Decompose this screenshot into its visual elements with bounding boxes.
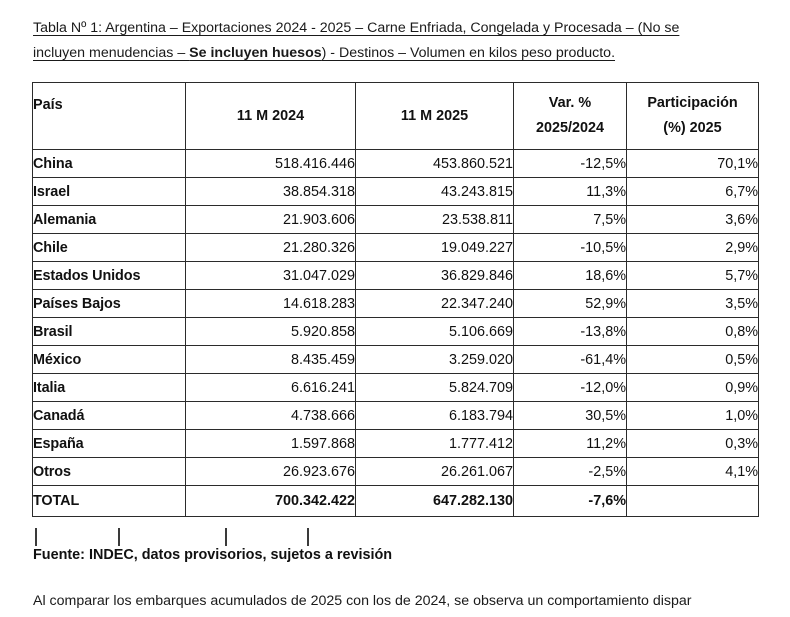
exports-table-container — [32, 82, 758, 517]
cell-2025: 36.829.846 — [356, 262, 514, 290]
cell-participation: 0,9% — [627, 374, 759, 402]
column-header-variation-line2: 2025/2024 — [535, 120, 605, 136]
cell-2024: 21.903.606 — [186, 206, 356, 234]
table-row — [33, 234, 759, 262]
cell-country: Brasil — [33, 318, 186, 346]
table-row — [33, 262, 759, 290]
cell-total-participation — [627, 486, 759, 517]
cell-country: Alemania — [33, 206, 186, 234]
cell-2024: 8.435.459 — [186, 346, 356, 374]
cell-2025: 19.049.227 — [356, 234, 514, 262]
cell-country: Chile — [33, 234, 186, 262]
table-caption-line-2-part-a: incluyen menudencias – — [33, 45, 190, 61]
table-caption-line-2-text — [33, 45, 615, 61]
cell-country: Países Bajos — [33, 290, 186, 318]
table-row — [33, 290, 759, 318]
table-bottom-tick-marks — [0, 528, 790, 546]
table-body — [33, 150, 759, 517]
cell-variation: -10,5% — [514, 234, 627, 262]
cell-2024: 21.280.326 — [186, 234, 356, 262]
table-caption-line-1 — [33, 16, 761, 41]
table-caption-line-2-part-b: ) - Destinos – Volumen en kilos peso producto. — [321, 45, 616, 61]
table-header-row — [33, 83, 759, 150]
cell-country: Otros — [33, 458, 186, 486]
column-header-2025: 11 M 2025 — [356, 83, 514, 150]
cell-variation: -13,8% — [514, 318, 627, 346]
cell-participation: 70,1% — [627, 150, 759, 178]
table-row — [33, 402, 759, 430]
table-caption — [33, 16, 761, 66]
body-paragraph: Al comparar los embarques acumulados de 2025 con los de 2024, se observa un comportamiento dispar — [33, 593, 692, 609]
tick-mark-2 — [118, 528, 120, 546]
cell-2024: 38.854.318 — [186, 178, 356, 206]
table-caption-line-1-text: Tabla Nº 1: Argentina – Exportaciones 2024 - 2025 – Carne Enfriada, Congelada y Procesada – (No se — [33, 20, 680, 36]
tick-mark-3 — [225, 528, 227, 546]
cell-2024: 31.047.029 — [186, 262, 356, 290]
cell-2024: 6.616.241 — [186, 374, 356, 402]
cell-2024: 518.416.446 — [186, 150, 356, 178]
cell-participation: 0,3% — [627, 430, 759, 458]
cell-variation: -61,4% — [514, 346, 627, 374]
table-total-row — [33, 486, 759, 517]
table-caption-line-2 — [33, 41, 761, 66]
cell-participation: 6,7% — [627, 178, 759, 206]
cell-2024: 1.597.868 — [186, 430, 356, 458]
column-header-variation-line1: Var. % — [548, 95, 592, 111]
cell-variation: -2,5% — [514, 458, 627, 486]
table-row — [33, 206, 759, 234]
cell-variation: 52,9% — [514, 290, 627, 318]
cell-2024: 4.738.666 — [186, 402, 356, 430]
cell-country: España — [33, 430, 186, 458]
column-header-pais: País — [33, 83, 186, 150]
cell-variation: -12,0% — [514, 374, 627, 402]
table-row — [33, 458, 759, 486]
table-row — [33, 374, 759, 402]
cell-total-2025: 647.282.130 — [356, 486, 514, 517]
cell-participation: 4,1% — [627, 458, 759, 486]
source-note: Fuente: INDEC, datos provisorios, sujetos a revisión — [33, 547, 393, 563]
table-row — [33, 318, 759, 346]
cell-2025: 22.347.240 — [356, 290, 514, 318]
cell-participation: 2,9% — [627, 234, 759, 262]
cell-country: China — [33, 150, 186, 178]
column-header-participation-line1: Participación — [647, 95, 738, 111]
cell-variation: 18,6% — [514, 262, 627, 290]
cell-participation: 3,5% — [627, 290, 759, 318]
cell-participation: 5,7% — [627, 262, 759, 290]
cell-country: Canadá — [33, 402, 186, 430]
table-row — [33, 150, 759, 178]
cell-participation: 3,6% — [627, 206, 759, 234]
cell-participation: 0,5% — [627, 346, 759, 374]
tick-mark-4 — [307, 528, 309, 546]
cell-total-variation: -7,6% — [514, 486, 627, 517]
cell-2025: 43.243.815 — [356, 178, 514, 206]
cell-total-label: TOTAL — [33, 486, 186, 517]
column-header-participation — [627, 83, 759, 150]
cell-country: México — [33, 346, 186, 374]
cell-2024: 5.920.858 — [186, 318, 356, 346]
table-row — [33, 346, 759, 374]
table-row — [33, 430, 759, 458]
cell-variation: 30,5% — [514, 402, 627, 430]
cell-variation: 7,5% — [514, 206, 627, 234]
cell-participation: 1,0% — [627, 402, 759, 430]
cell-country: Israel — [33, 178, 186, 206]
table-caption-emphasis: Se incluyen huesos — [189, 45, 322, 61]
cell-2024: 26.923.676 — [186, 458, 356, 486]
column-header-participation-line2: (%) 2025 — [663, 120, 722, 136]
cell-2025: 5.824.709 — [356, 374, 514, 402]
cell-2024: 14.618.283 — [186, 290, 356, 318]
cell-participation: 0,8% — [627, 318, 759, 346]
table-row — [33, 178, 759, 206]
cell-2025: 26.261.067 — [356, 458, 514, 486]
table-header — [33, 83, 759, 150]
cell-2025: 3.259.020 — [356, 346, 514, 374]
cell-country: Italia — [33, 374, 186, 402]
cell-2025: 23.538.811 — [356, 206, 514, 234]
column-header-variation — [514, 83, 627, 150]
cell-variation: -12,5% — [514, 150, 627, 178]
tick-mark-1 — [35, 528, 37, 546]
cell-variation: 11,3% — [514, 178, 627, 206]
cell-total-2024: 700.342.422 — [186, 486, 356, 517]
cell-2025: 5.106.669 — [356, 318, 514, 346]
column-header-2024: 11 M 2024 — [186, 83, 356, 150]
cell-variation: 11,2% — [514, 430, 627, 458]
exports-table — [32, 82, 759, 517]
cell-2025: 453.860.521 — [356, 150, 514, 178]
cell-2025: 6.183.794 — [356, 402, 514, 430]
cell-2025: 1.777.412 — [356, 430, 514, 458]
cell-country: Estados Unidos — [33, 262, 186, 290]
